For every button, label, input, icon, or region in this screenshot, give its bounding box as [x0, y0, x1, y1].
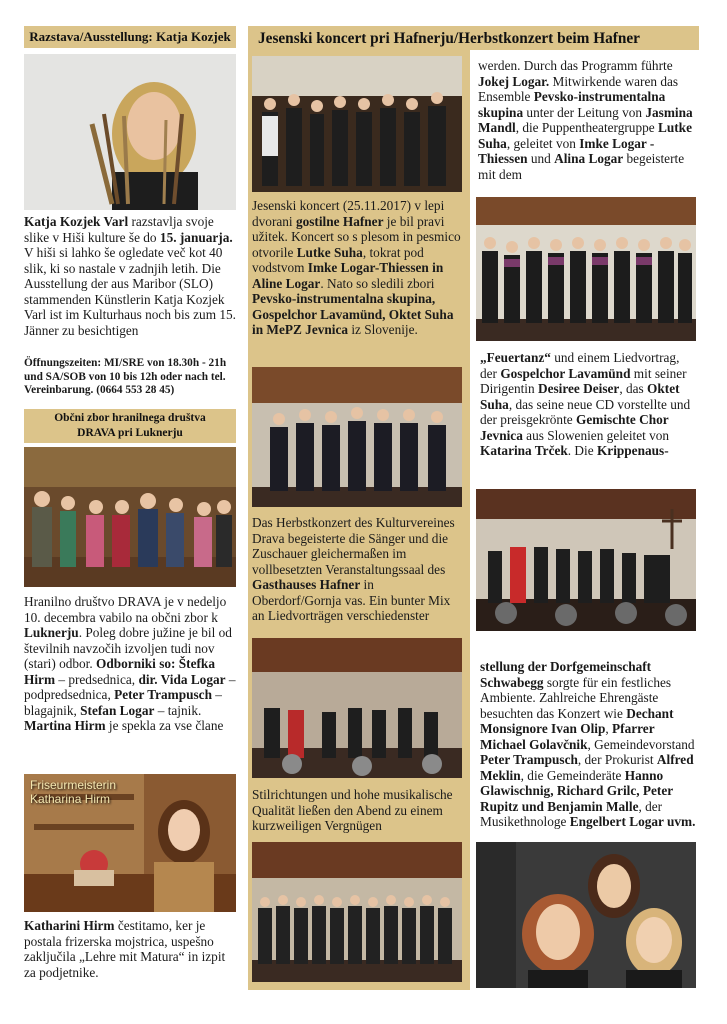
hairdresser-overlay-line2: Katharina Hirm: [30, 792, 111, 806]
right-text-1: [478, 58, 698, 182]
concert-text-3: [252, 787, 466, 834]
hairdresser-photo: [24, 774, 236, 912]
hairdresser-paragraph: Katharini Hirm čestitamo, ker je postala frizerska mojstrica, uspešno zaključila „Lehre mit Matura“ in izpit za podjetnike.: [24, 918, 226, 980]
concert-paragraph-1: Jesenski koncert (25.11.2017) v lepi dvorani gostilne Hafner je bil pravi užitek. Koncert so s plesom in pesmico otvorile Lutke Suha, tokrat pod vodstvom Imke Logar-Thiessen in Aline Logar. Nato so sledili zbori Pevsko-instrumentalna skupina, Gospelchor Lavamünd, Oktet Suha in MePZ Jevnica iz Slovenije.: [252, 198, 461, 337]
assembly-group-photo: [24, 447, 236, 587]
concert-header: [248, 26, 699, 50]
concert-octet-photo: [252, 367, 462, 507]
right-text-3: [480, 659, 698, 830]
assembly-paragraph: Hranilno društvo DRAVA je v nedeljo 10. decembra vabilo na občni zbor k Luknerju. Poleg dobre južine je bil od številnih navzočih izvoljen tudi nov (stari) odbor. Odborniki so: Štefka Hirm – predsednica, dir. Vida Logar – podpredsednica, Peter Trampusch – blagajnik, Stefan Logar – tajnik. Martina Hirm je spekla za vse člane: [24, 594, 236, 733]
concert-paragraph-2: Das Herbstkonzert des Kulturvereines Drava begeisterte die Sänger und die Zuschauer gleichermaßen im vollbesetzten Veranstaltungssaal des Gasthauses Hafner in Oberdorf/Gornja vas. Ein bunter Mix an Liedvorträgen verschiedenster: [252, 515, 455, 623]
right-paragraph-2: „Feuertanz“ und einem Liedvortrag, der Gospelchor Lavamünd mit seiner Dirigentin Desiree Deiser, das Oktet Suha, das seine neue CD vorstellte und der preisgekrönte Gemischte Chor Jevnica aus Slowenien geleitet von Katarina Trček. Die Krippenaus-: [480, 350, 691, 458]
exhibition-header: [24, 26, 236, 48]
assembly-text: [24, 594, 238, 734]
concert-header-text: Jesenski koncert pri Hafnerju/Herbstkonzert beim Hafner: [258, 30, 640, 47]
right-text-2: [480, 350, 698, 459]
exhibition-header-text: Razstava/Ausstellung: Katja Kozjek: [29, 29, 231, 44]
right-guests-photo: [476, 842, 696, 988]
hairdresser-overlay-line1: Friseurmeisterin: [30, 778, 117, 792]
assembly-header-line2: DRAVA pri Luknerju: [77, 427, 183, 439]
artist-portrait-photo: [24, 54, 236, 210]
concert-text-2: [252, 515, 466, 624]
right-gospel-choir-photo: [476, 197, 696, 341]
opening-hours: [24, 357, 238, 398]
assembly-header-line1: Občni zbor hranilnega društva: [54, 412, 206, 424]
right-mixed-choir-photo: [476, 489, 696, 631]
concert-group-photo-1: [252, 56, 462, 192]
assembly-header: [24, 409, 236, 443]
concert-puppets-photo: [252, 638, 462, 778]
exhibition-paragraph: Katja Kozjek Varl razstavlja svoje slike v Hiši kulture še do 15. januarja. V hiši si lahko še ogledate več kot 40 slik, ki so nastale v zadnjih letih. Die Ausstellung der aus Maribor (SLO) stammenden Künstlerin Katja Kozjek Varl ist im Kulturhaus noch bis zum 15. Jänner zu besichtigen: [24, 214, 236, 338]
right-paragraph-3: stellung der Dorfgemeinschaft Schwabegg sorgte für ein festliches Ambiente. Zahlreiche Ehrengäste besuchten das Konzert wie Dechant Monsignore Ivan Olip, Pfarrer Michael Golavčnik, Gemeindevorstand Peter Trampusch, der Prokurist Alfred Meklin, die Gemeinderäte Hanno Glawischnig, Richard Grilc, Peter Rupitz und Benjamin Malle, der Musikethnologe Engelbert Logar uvm.: [480, 659, 696, 829]
concert-choir-photo: [252, 842, 462, 982]
concert-paragraph-3: Stilrichtungen und hohe musikalische Qualität ließen den Abend zu einem kurzweiligen Vergnügen: [252, 787, 453, 833]
concert-text-1: [252, 198, 466, 338]
opening-hours-text: Öffnungszeiten: MI/SRE von 18.30h - 21h und SA/SOB von 10 bis 12h oder nach tel. Vereinbarung. (0664 553 28 45): [24, 357, 227, 397]
exhibition-text: [24, 214, 238, 338]
right-paragraph-1: werden. Durch das Programm führte Jokej Logar. Mitwirkende waren das Ensemble Pevsko-instrumentalna skupina unter der Leitung von Jasmina Mandl, die Puppentheatergruppe Lutke Suha, geleitet von Imke Logar -Thiessen und Alina Logar begeisterte mit dem: [478, 58, 693, 182]
hairdresser-text: [24, 918, 238, 980]
